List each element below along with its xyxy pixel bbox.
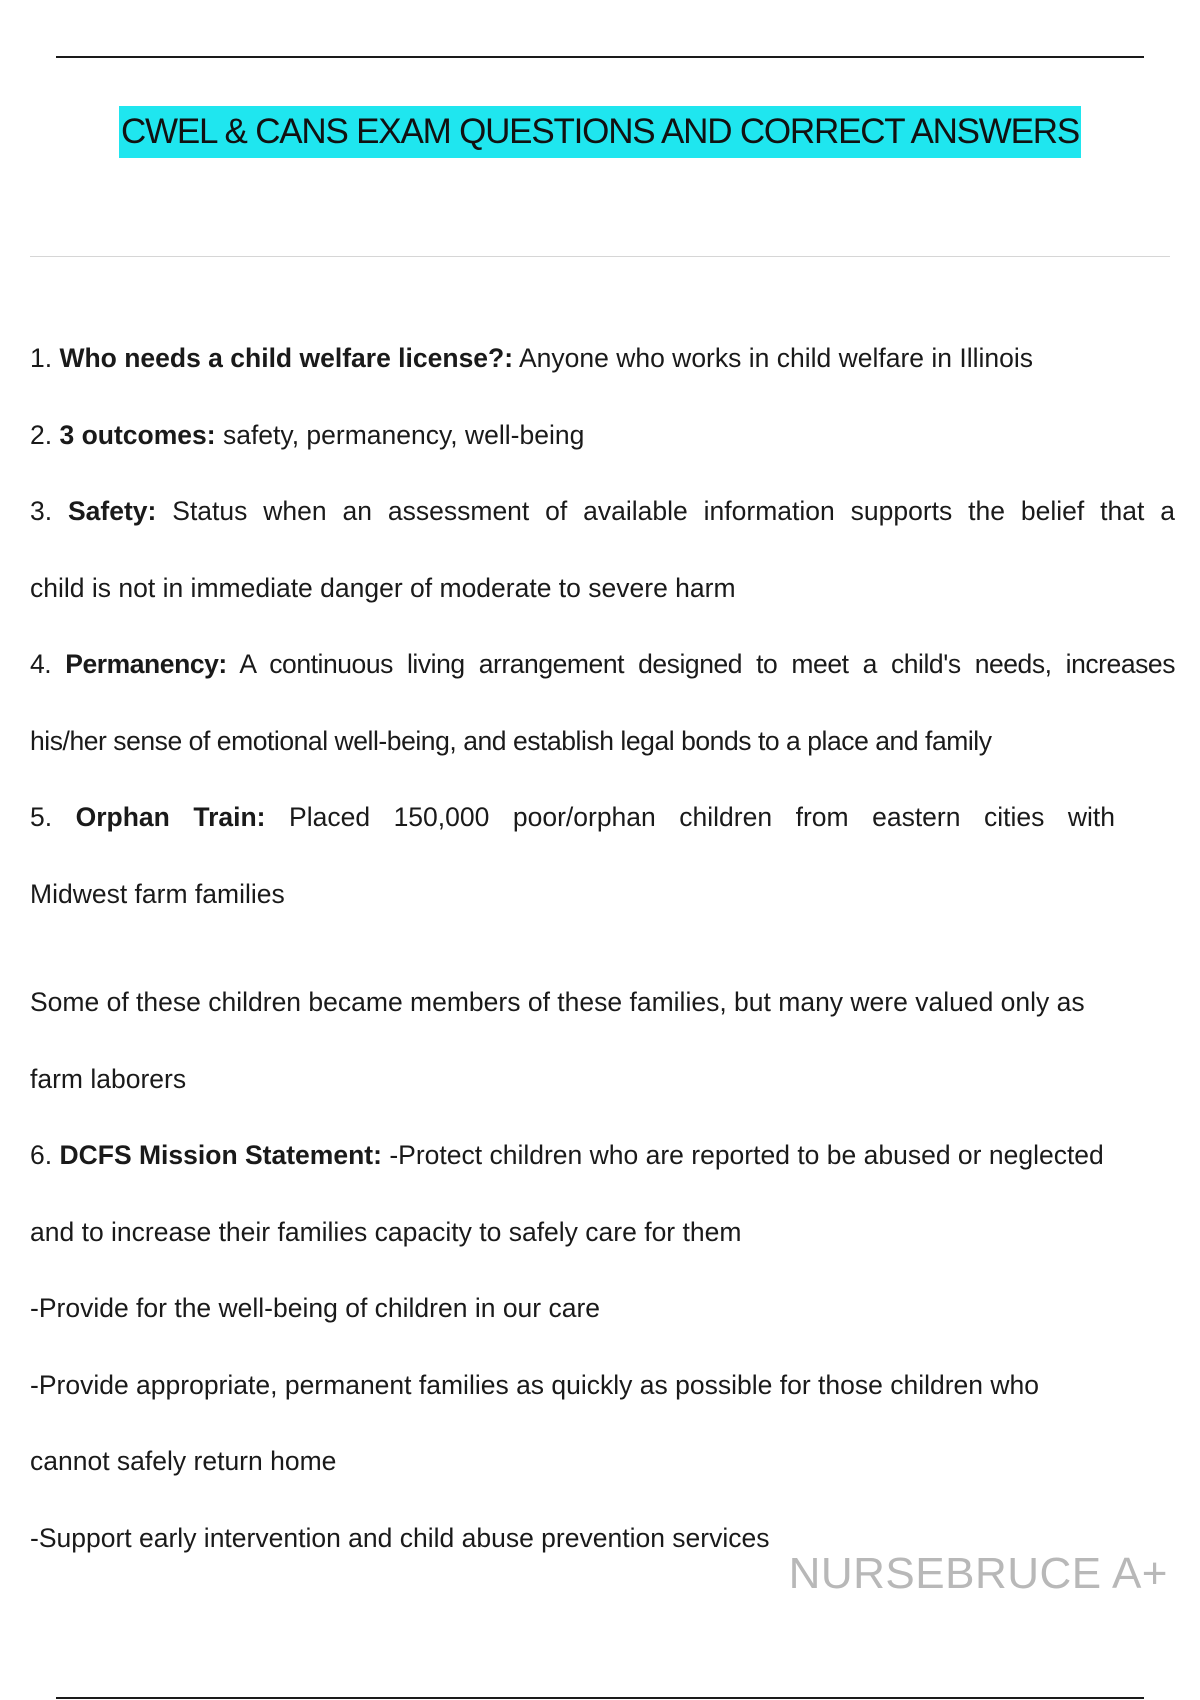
watermark: NURSEBRUCE A+ xyxy=(788,1549,1168,1598)
mission-bullet-2 xyxy=(30,1347,1175,1424)
question-number: 5. xyxy=(30,802,53,832)
answer-text: A continuous living arrangement designed to meet a child's needs, increases xyxy=(239,649,1175,679)
answer-text: Midwest farm families xyxy=(30,878,285,909)
mission-bullet-2-continued xyxy=(30,1423,1175,1500)
question-5-continued xyxy=(30,856,1175,933)
question-6-continued xyxy=(30,1194,1175,1271)
bullet-text: -Support early intervention and child abuse prevention services xyxy=(30,1522,770,1553)
question-term: Safety: xyxy=(68,496,157,526)
qa-content xyxy=(30,320,1175,1576)
question-term: Who needs a child welfare license?: xyxy=(59,343,514,373)
answer-text: Status when an assessment of available information supports the belief that a xyxy=(172,496,1175,526)
question-3 xyxy=(30,473,1175,550)
question-term: Permanency: xyxy=(65,649,227,679)
note-text: farm laborers xyxy=(30,1063,187,1094)
bullet-text: -Provide for the well-being of children in our care xyxy=(30,1293,601,1323)
answer-text: his/her sense of emotional well-being, and establish legal bonds to a place and family xyxy=(30,725,992,756)
answer-text: Anyone who works in child welfare in Illinois xyxy=(518,343,1034,373)
note-text: Some of these children became members of these families, but many were valued only as xyxy=(30,987,1085,1017)
answer-text: safety, permanency, well-being xyxy=(222,419,585,450)
question-term: 3 outcomes: xyxy=(59,419,216,450)
question-5 xyxy=(30,779,1115,856)
page-title: CWEL & CANS EXAM QUESTIONS AND CORRECT ANSWERS xyxy=(119,106,1081,158)
question-6 xyxy=(30,1117,1175,1194)
question-term: Orphan Train: xyxy=(75,802,266,832)
bullet-text: cannot safely return home xyxy=(30,1446,337,1476)
question-4-continued xyxy=(30,703,1175,780)
question-3-continued xyxy=(30,550,1175,627)
question-4 xyxy=(30,626,1175,703)
answer-text: and to increase their families capacity to safely care for them xyxy=(30,1216,742,1247)
question-number: 2. xyxy=(30,419,53,450)
top-divider xyxy=(56,56,1144,58)
paragraph-gap xyxy=(30,932,1175,964)
answer-text: child is not in immediate danger of moderate to severe harm xyxy=(30,572,736,603)
header-divider xyxy=(30,256,1170,257)
question-number: 4. xyxy=(30,649,52,679)
question-number: 6. xyxy=(30,1140,53,1170)
title-container xyxy=(0,106,1200,158)
question-1 xyxy=(30,320,1175,397)
question-5-note-continued xyxy=(30,1041,1175,1118)
bottom-divider xyxy=(56,1697,1144,1699)
question-2 xyxy=(30,397,1175,474)
mission-bullet-1 xyxy=(30,1270,1175,1347)
answer-text: Placed 150,000 poor/orphan children from eastern cities with xyxy=(289,802,1115,832)
question-term: DCFS Mission Statement: xyxy=(59,1140,382,1170)
bullet-text: -Provide appropriate, permanent families as quickly as possible for those children who xyxy=(30,1369,1039,1400)
answer-text: -Protect children who are reported to be abused or neglected xyxy=(389,1140,1104,1170)
question-5-note xyxy=(30,964,1175,1041)
question-number: 1. xyxy=(30,343,53,373)
question-number: 3. xyxy=(30,496,53,526)
